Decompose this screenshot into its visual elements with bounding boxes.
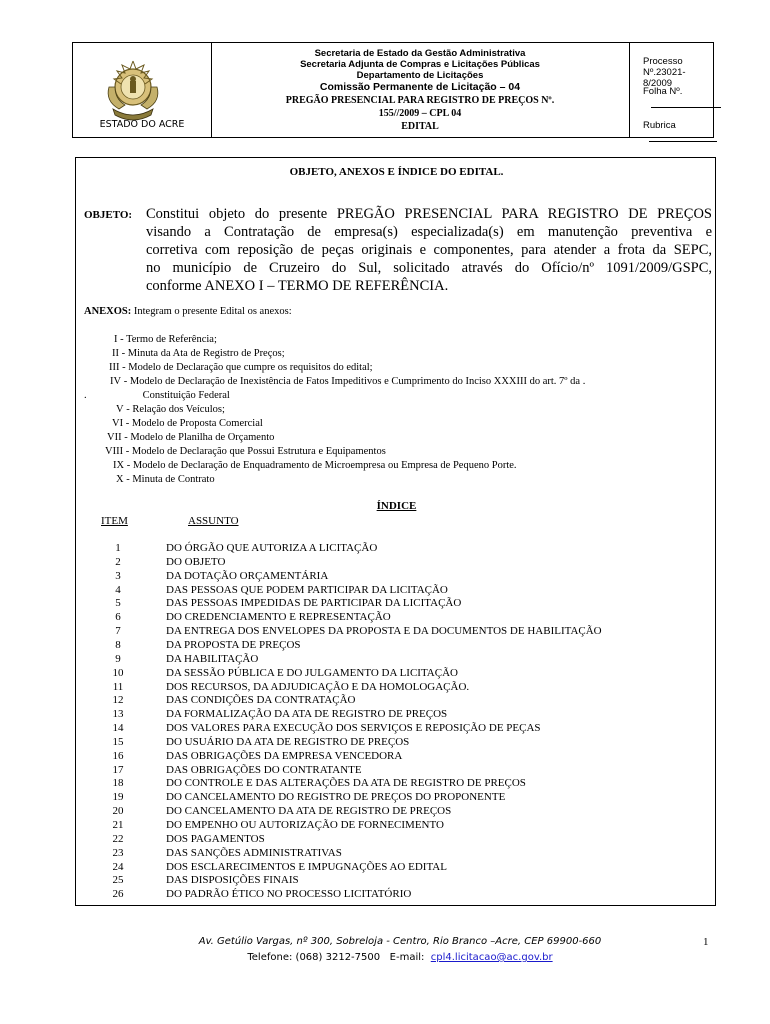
indice-item-subject: DO USUÁRIO DA ATA DE REGISTRO DE PREÇOS [166, 735, 410, 748]
indice-item-subject: DAS PESSOAS QUE PODEM PARTICIPAR DA LICITAÇÃO [166, 583, 448, 596]
indice-item-subject: DO CANCELAMENTO DO REGISTRO DE PREÇOS DO PROPONENTE [166, 791, 506, 804]
indice-item-number: 22 [112, 832, 124, 845]
footer-address: Av. Getúlio Vargas, nº 300, Sobreloja - Centro, Rio Branco –Acre, CEP 69900-660 [198, 936, 602, 947]
header-line-secretaria-adjunta: Secretaria Adjunta de Compras e Licitações Públicas [300, 59, 540, 70]
objeto-line: visando a Contratação de empresa(s) especializada(s) em manutenção preventiva e [146, 224, 712, 240]
folha-blank [651, 107, 721, 108]
folha-field [643, 86, 721, 108]
folha-label: Folha Nº. [643, 86, 683, 97]
indice-item-number: 14 [112, 722, 124, 735]
indice-item-subject: DAS OBRIGAÇÕES DA EMPRESA VENCEDORA [166, 749, 403, 762]
document-header [72, 42, 714, 138]
indice-item-number: 26 [112, 888, 124, 901]
indice-item-subject: DOS PAGAMENTOS [166, 832, 265, 845]
header-line-pregao: PREGÃO PRESENCIAL PARA REGISTRO DE PREÇOS Nº. [285, 95, 555, 106]
indice-item-number: 8 [115, 638, 121, 651]
indice-item-number: 3 [115, 569, 121, 582]
header-line-comissao: Comissão Permanente de Licitação – 04 [319, 81, 521, 93]
indice-item-subject: DA PROPOSTA DE PREÇOS [166, 638, 301, 651]
indice-item-subject: DAS OBRIGAÇÕES DO CONTRATANTE [166, 763, 362, 776]
anexo-item: IX - Modelo de Declaração de Enquadramento de Microempresa ou Empresa de Pequeno Porte. [113, 460, 517, 471]
footer-phone: Telefone: (068) 3212-7500 [247, 952, 381, 963]
indice-item-number: 18 [112, 777, 124, 790]
rubrica-label: Rubrica [643, 120, 676, 131]
header-line-departamento: Departamento de Licitações [356, 70, 484, 81]
header-process-cell [629, 43, 713, 137]
indice-item-subject: DA ENTREGA DOS ENVELOPES DA PROPOSTA E DA DOCUMENTOS DE HABILITAÇÃO [166, 625, 602, 638]
indice-item-number: 16 [112, 749, 124, 762]
header-title-cell [211, 43, 630, 137]
indice-item-subject: DO CANCELAMENTO DA ATA DE REGISTRO DE PREÇOS [166, 805, 452, 818]
rubrica-blank [649, 141, 717, 142]
indice-column-assunto: ASSUNTO [188, 515, 239, 527]
anexo-item-continuation: . Constituição Federal [84, 390, 230, 401]
indice-item-subject: DOS ESCLARECIMENTOS E IMPUGNAÇÕES AO EDITAL [166, 860, 447, 873]
indice-item-number: 21 [112, 819, 124, 831]
objeto-line: Constitui objeto do presente PREGÃO PRESENCIAL PARA REGISTRO DE PREÇOS [146, 206, 712, 222]
indice-item-number: 12 [112, 694, 124, 707]
indice-item-subject: DAS CONDIÇÕES DA CONTRATAÇÃO [166, 694, 356, 707]
indice-column-item: ITEM [101, 515, 128, 527]
indice-item-subject: DAS SANÇÕES ADMINISTRATIVAS [166, 846, 342, 859]
anexos-heading [84, 306, 292, 317]
processo-number: Processo Nº.23021-8/2009 [643, 56, 686, 89]
anexo-item: I - Termo de Referência; [114, 334, 217, 345]
state-name: ESTADO DO ACRE [99, 119, 185, 130]
anexos-intro: Integram o presente Edital os anexos: [133, 306, 292, 317]
indice-item-number: 17 [112, 763, 124, 776]
anexos-label: ANEXOS: [84, 306, 132, 317]
indice-item-subject: DAS PESSOAS IMPEDIDAS DE PARTICIPAR DA LICITAÇÃO [166, 597, 462, 610]
indice-item-number: 10 [112, 666, 124, 679]
indice-item-number: 7 [115, 625, 121, 638]
indice-item-subject: DOS VALORES PARA EXECUÇÃO DOS SERVIÇOS E REPOSIÇÃO DE PEÇAS [166, 722, 541, 735]
anexo-item: VI - Modelo de Proposta Comercial [112, 418, 263, 429]
footer-contact [150, 952, 650, 963]
header-line-secretaria: Secretaria de Estado da Gestão Administrativa [314, 48, 526, 59]
objeto-label: OBJETO: [84, 209, 133, 221]
indice-item-number: 23 [112, 846, 124, 859]
anexo-item: VIII - Modelo de Declaração que Possui Estrutura e Equipamentos [105, 446, 386, 457]
indice-item-number: 4 [115, 583, 121, 596]
page-number: 1 [703, 936, 709, 948]
indice-item-subject: DO OBJETO [166, 555, 226, 568]
indice-item-number: 2 [115, 555, 121, 568]
indice-item-number: 5 [115, 597, 121, 610]
anexo-item: VII - Modelo de Planilha de Orçamento [107, 432, 275, 443]
indice-item-number: 20 [112, 805, 124, 818]
anexo-item: III - Modelo de Declaração que cumpre os requisitos do edital; [109, 362, 373, 373]
indice-item-subject: DO CONTROLE E DAS ALTERAÇÕES DA ATA DE REGISTRO DE PREÇOS [166, 777, 526, 790]
indice-item-number: 9 [115, 652, 121, 665]
indice-item-subject: DO CREDENCIAMENTO E REPRESENTAÇÃO [166, 611, 391, 624]
rubrica-field [643, 120, 717, 142]
objeto-line: no município de Cruzeiro do Sul, solicitado através do Ofício/nº 1091/2009/GSPC, [146, 260, 712, 276]
header-line-numero: 155//2009 – CPL 04 [378, 108, 462, 119]
indice-item-subject: DA DOTAÇÃO ORÇAMENTÁRIA [166, 569, 329, 582]
indice-item-number: 24 [112, 860, 124, 873]
email-link[interactable]: cpl4.licitacao@ac.gov.br [430, 952, 553, 963]
indice-item-subject: DA SESSÃO PÚBLICA E DO JULGAMENTO DA LICITAÇÃO [166, 666, 458, 679]
objeto-line: corretiva com reposição de peças originais e componentes, para atender a frota da SEPC, [146, 242, 712, 258]
indice-item-subject: DO ÓRGÃO QUE AUTORIZA A LICITAÇÃO [166, 542, 378, 554]
indice-item-number: 25 [112, 874, 124, 887]
footer-email-label: E-mail: [389, 952, 425, 963]
section-title: OBJETO, ANEXOS E ÍNDICE DO EDITAL. [289, 166, 504, 178]
indice-title: ÍNDICE [376, 500, 417, 512]
indice-item-number: 1 [115, 542, 121, 554]
indice-item-subject: DA HABILITAÇÃO [166, 652, 259, 665]
anexo-item: II - Minuta da Ata de Registro de Preços; [112, 348, 285, 359]
anexo-item: X - Minuta de Contrato [116, 474, 215, 485]
indice-item-number: 11 [112, 680, 124, 693]
indice-item-subject: DO EMPENHO OU AUTORIZAÇÃO DE FORNECIMENTO [166, 819, 444, 831]
state-seal-icon [101, 57, 165, 123]
indice-item-number: 19 [112, 791, 124, 804]
indice-item-subject: DAS DISPOSIÇÕES FINAIS [166, 874, 299, 887]
indice-item-number: 13 [112, 708, 124, 721]
objeto-line: conforme ANEXO I – TERMO DE REFERÊNCIA. [146, 278, 449, 294]
header-logo-cell [73, 43, 212, 137]
indice-item-subject: DA FORMALIZAÇÃO DA ATA DE REGISTRO DE PREÇOS [166, 708, 448, 721]
header-line-edital: EDITAL [401, 121, 439, 132]
indice-item-number: 6 [115, 611, 121, 624]
edital-content-box [75, 157, 716, 906]
indice-item-subject: DO PADRÃO ÉTICO NO PROCESSO LICITATÓRIO [166, 888, 412, 901]
anexo-item: V - Relação dos Veículos; [116, 404, 225, 415]
indice-item-number: 15 [112, 735, 124, 748]
indice-item-subject: DOS RECURSOS, DA ADJUDICAÇÃO E DA HOMOLOGAÇÃO. [166, 680, 470, 693]
anexo-item: IV - Modelo de Declaração de Inexistência de Fatos Impeditivos e Cumprimento do Inciso XXXIII do art. 7º da . [110, 376, 586, 387]
